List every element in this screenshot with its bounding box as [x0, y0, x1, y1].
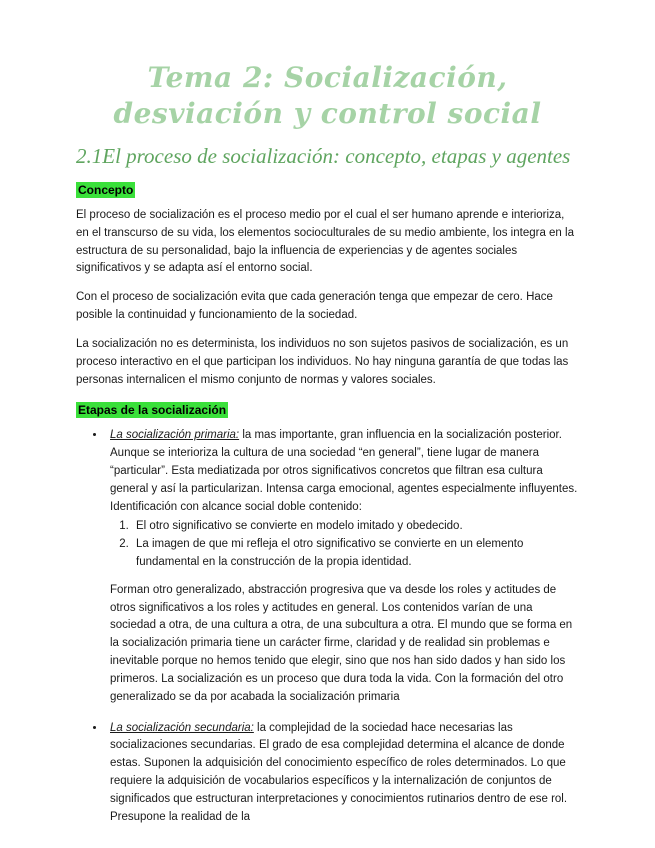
etapas-bullet-list: [76, 427, 579, 826]
concepto-paragraph-1: El proceso de socialización es el proceso medio por el cual el ser humano aprende e interioriza, en el transcurso de su vida, los elementos socioculturales de su medio ambiente, los integra en la estructura de su personalidad, bajo la influencia de experiencias y de agentes sociales significativos y se adapta así el entorno social.: [76, 209, 574, 275]
concepto-paragraph-2: Con el proceso de socialización evita que cada generación tenga que empezar de cero. Hace posible la continuidad y funcionamiento de la sociedad.: [76, 291, 553, 322]
bullet-secundaria-text: la complejidad de la sociedad hace necesarias las socializaciones secundarias. El grado de esa complejidad determina el alcance de donde estas. Suponen la adquisición del conocimiento específico de roles determinados. Lo que requiere la adquisición de vocabularios específicos y la internalización de conjuntos de significados que estructuran interpretaciones y conocimientos rutinarios dentro de ese rol. Presupone la realidad de la: [110, 721, 568, 823]
document-title: Tema 2: Socialización, desviación y control social: [113, 61, 542, 131]
bullet-primaria-text: la mas importante, gran influencia en la socialización posterior. Aunque se interioriza la cultura de una sociedad “en general”, tiene lugar de manera “particular”. Esta mediatizada por otros significativos concretos que filtran esa cultura general y así la particularizan. Intensa carga emocional, agentes especialmente influyentes. Identificación con alcance social doble contenido:: [110, 429, 578, 513]
concepto-paragraph-3: La socialización no es determinista, los individuos no son sujetos pasivos de socialización, es un proceso interactivo en el que participan los individuos. No hay ninguna garantía de que todas las personas internalicen el mismo conjunto de normas y valores sociales.: [76, 337, 569, 386]
primaria-numbered-list: [110, 518, 579, 571]
concepto-heading-wrap: [76, 181, 579, 199]
primaria-follow-paragraph: Forman otro generalizado, abstracción progresiva que va desde los roles y actitudes de otros significativos a los roles y actitudes en general. Los contenidos varían de una sociedad a otra, de una cultura a otra, de una subcultura a otra. El mundo que se forma en la socialización primaria tiene un carácter firme, claridad y de realidad sin problemas e inevitable porque no hemos tenido que elegir, sino que nos han sido dados y han sido los primeros. La socialización es un proceso que dura toda la vida. Con la formación del otro generalizado se da por acabada la socialización primaria: [110, 583, 573, 703]
section-heading: 2.1El proceso de socialización: concepto, etapas y agentes: [76, 143, 571, 168]
etapas-heading: Etapas de la socialización: [78, 403, 227, 418]
concepto-heading: Concepto: [78, 183, 134, 198]
numbered-item-1: 1. El otro significativo se convierte en modelo imitado y obedecido.: [132, 518, 579, 536]
bullet-primaria-lead: La socialización primaria:: [110, 429, 240, 442]
bullet-socializacion-primaria: [106, 427, 579, 706]
etapas-heading-wrap: [76, 401, 579, 419]
bullet-secundaria-lead: La socialización secundaria:: [110, 721, 254, 734]
bullet-socializacion-secundaria: [106, 720, 579, 827]
numbered-item-2: 2. La imagen de que mi refleja el otro significativo se convierte en un elemento fundamental en la construcción de la propia identidad.: [132, 536, 579, 572]
